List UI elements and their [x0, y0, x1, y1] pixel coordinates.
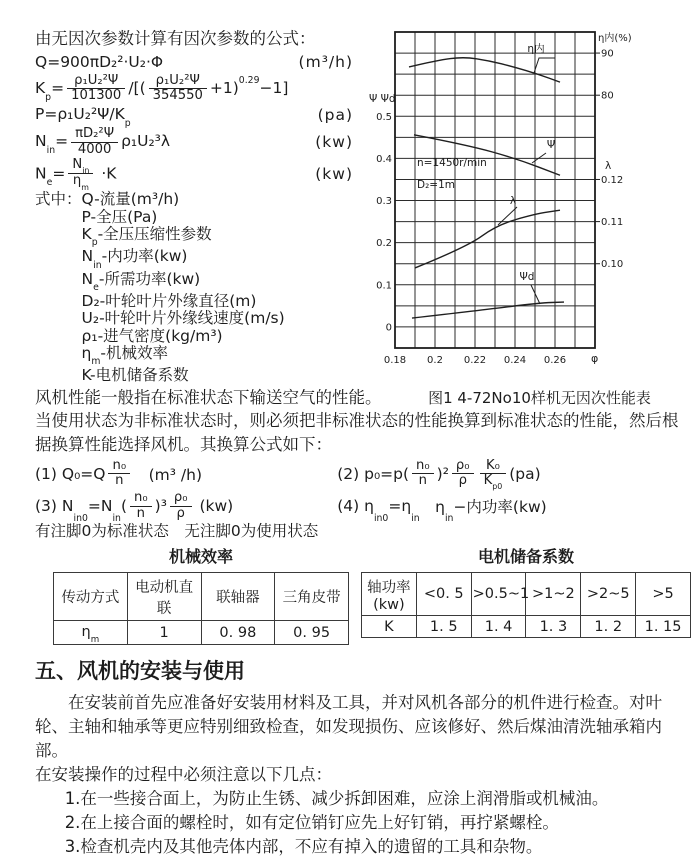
- left-axis-label: Ψ Ψd: [369, 93, 396, 105]
- table: [53, 572, 349, 645]
- formula-unit: (kw): [315, 133, 353, 152]
- table-header-cell: >2~5: [581, 573, 636, 616]
- table-cell: 1. 3: [526, 616, 581, 638]
- definition-item: $N_e-$所需功率(kw): [81, 269, 201, 294]
- eta-axis-label: η内(%): [598, 33, 632, 44]
- series-label: η内: [527, 43, 545, 55]
- formula-list: [35, 51, 383, 192]
- table-header-cell: <0. 5: [416, 573, 471, 616]
- fraction: $\frac{N_{in}}{\eta_m}$: [68, 158, 93, 190]
- section-paragraph: 在安装前首先应准备好安装用材料及工具，并对风机各部分的机件进行检查。对叶轮、主轴和轴承等更应特别细致检查，如发现损伤、应该修好、然后煤油清洗轴承箱内部。: [35, 693, 662, 761]
- table-title: 电机储备系数: [477, 547, 574, 567]
- table-cell: 1. 2: [581, 616, 636, 638]
- figure-caption: 图1 4-72No10样机无因次性能表: [428, 388, 651, 407]
- table-motor-reserve-coefficient: [361, 547, 691, 645]
- fraction: $\frac{\text{πD₂²Ψ}}{4000}$: [71, 127, 118, 156]
- left-tick-label: 0.1: [376, 280, 392, 292]
- list-item: 3.检查机壳内及其他壳体内部，不应有掉入的遗留的工具和杂物。: [64, 837, 543, 857]
- series-label: Ψd: [519, 271, 535, 283]
- list-item: 1.在一些接合面上，为防止生锈、减少拆卸困难，应涂上润滑脂或机械油。: [64, 789, 609, 809]
- performance-chart: [367, 25, 692, 377]
- definition-item: K-电机储备系数: [81, 366, 189, 385]
- x-axis-label: φ: [591, 352, 599, 365]
- series-label: λ: [509, 195, 517, 207]
- formula-intro: 由无因次参数计算有因次参数的公式：: [35, 29, 316, 48]
- fraction: $\frac{\text{K₀}}{K_{p0}}$: [480, 459, 507, 490]
- left-tick-label: 0.5: [376, 111, 392, 123]
- paragraph-performance: 风机性能一般指在标准状态下输送空气的性能。: [35, 387, 382, 407]
- table-mechanical-efficiency: [53, 547, 349, 645]
- series-leader: [534, 58, 555, 73]
- definition-item: ρ₁-进气密度(kg/m³): [81, 326, 223, 345]
- formula-line: Q=900πD₂²·U₂·Φ (m³/h): [35, 51, 367, 73]
- paragraph-conversion: 当使用状态为非标准状态时，则必须把非标准状态的性能换算到标准状态的性能，然后根据换算性能选择风机。其换算公式如下：: [35, 410, 679, 454]
- table-row: [54, 621, 349, 645]
- formula-unit: (pa): [317, 106, 353, 125]
- table-header-cell: >1~2: [526, 573, 581, 616]
- definition-list: [82, 191, 285, 384]
- conversion-formula: (2) p₀=p( $\frac{\text{n₀}}{n}$ )² $\frac{\text{ρ₀}}{\rho}$ $\frac{\text{K₀}}{K_{p0}}$ (pa): [337, 457, 541, 492]
- table-cell: 1: [127, 621, 201, 645]
- series-label: Ψ: [546, 139, 556, 151]
- series-curve: [414, 135, 560, 175]
- fraction: $\frac{\text{n₀}}{n}$: [108, 459, 130, 488]
- definitions-label: 式中：: [35, 190, 82, 209]
- list-item: 2.在上接合面的螺栓时，如有定位销钉应先上好钉销，再拧紧螺栓。: [64, 813, 559, 833]
- definition-item: $K_p-$全压压缩性参数: [81, 224, 212, 249]
- chart-annotation: D₂=1m: [417, 179, 456, 191]
- table-header-cell: 三角皮带: [275, 573, 349, 621]
- x-tick-label: 0.22: [463, 355, 487, 366]
- conversion-formula: (4) η in0 =η in η in −内功率(kw): [337, 497, 547, 525]
- left-tick-label: 0.2: [376, 238, 392, 250]
- table-title: 机械效率: [168, 547, 233, 567]
- formula-line: $K_p=$ $\frac{\text{ρ₁U₂²Ψ}}{101300}$ /[( $\frac{\text{ρ₁U₂²Ψ}}{354550}$ +1)$^{0.29}$−1]: [35, 73, 289, 104]
- table-header-row: [362, 573, 691, 616]
- table-cell: $\eta_m$: [54, 621, 128, 645]
- caption-row: [35, 387, 692, 409]
- left-tick-label: 0: [385, 322, 392, 334]
- definition-item: D₂-叶轮叶片外缘直径(m): [81, 292, 257, 311]
- fraction: $\frac{\text{n₀}}{n}$: [130, 491, 152, 520]
- table-cell: 1. 15: [636, 616, 691, 638]
- conversion-formula: (3) N in0 =N in ( $\frac{\text{n₀}}{n}$ )³ $\frac{\text{ρ₀}}{\rho}$ (kw): [35, 490, 234, 525]
- table-cell: 1. 5: [416, 616, 471, 638]
- eta-tick-label: 80: [601, 90, 614, 102]
- chart-area: [367, 25, 692, 381]
- x-tick-label: 0.26: [543, 355, 567, 366]
- fraction: $\frac{\text{ρ₁U₂²Ψ}}{354550}$: [149, 74, 207, 103]
- table-header-cell: >5: [636, 573, 691, 616]
- left-tick-label: 0.4: [376, 153, 392, 165]
- fraction: $\frac{\text{ρ₀}}{\rho}$: [452, 459, 474, 488]
- table-header-cell: 电动机直联: [127, 573, 201, 621]
- lambda-tick-label: 0.11: [601, 217, 624, 229]
- fraction: $\frac{\text{n₀}}{n}$: [412, 459, 434, 488]
- table-header-cell: 联轴器: [201, 573, 275, 621]
- table-cell: 0. 95: [275, 621, 349, 645]
- eta-tick-label: 90: [601, 48, 614, 60]
- definition-item: $N_{in}-$内功率(kw): [81, 247, 188, 271]
- lambda-axis-label: λ: [605, 160, 612, 172]
- lambda-tick-label: 0.12: [601, 174, 624, 186]
- definition-item: $\eta_m-$机械效率: [81, 343, 168, 368]
- x-tick-label: 0.18: [383, 355, 407, 366]
- conversion-formula: (1) Q₀=Q $\frac{\text{n₀}}{n}$ (m³ /h): [35, 458, 202, 489]
- conversion-formulas: [35, 457, 692, 525]
- series-curve: [415, 210, 560, 268]
- table: [361, 572, 691, 638]
- definition-item: U₂-叶轮叶片外缘线速度(m/s): [81, 309, 285, 328]
- table-header-cell: 轴功率(kw): [362, 573, 417, 616]
- section-note: 在安装操作的过程中必须注意以下几点：: [35, 765, 332, 785]
- x-tick-label: 0.24: [503, 355, 527, 366]
- formula-line: $N_{in}=$ $\frac{\text{πD₂²Ψ}}{4000}$ ρ₁U₂³λ (kw): [35, 127, 367, 156]
- fraction: $\frac{\text{ρ₁U₂²Ψ}}{101300}$: [67, 74, 125, 103]
- section-heading: 五、风机的安装与使用: [35, 659, 245, 684]
- footnote: 有注脚0为标准状态 无注脚0为使用状态: [35, 522, 319, 541]
- x-tick-label: 0.2: [427, 355, 443, 366]
- table-row: [362, 616, 691, 638]
- table-header-cell: 传动方式: [54, 573, 128, 621]
- table-cell: 1. 4: [471, 616, 526, 638]
- definitions: [35, 191, 367, 384]
- left-tick-label: 0.3: [376, 196, 392, 208]
- chart-annotation: n=1450r/min: [417, 157, 487, 169]
- formula-line: $P=\rho_1U_2^2\Psi/K_p$ (pa): [35, 104, 367, 126]
- formula-unit: (m³/h): [298, 53, 353, 71]
- table-header-cell: >0.5~1: [471, 573, 526, 616]
- table-header-row: [54, 573, 349, 621]
- definition-item: Q-流量(m³/h): [81, 190, 180, 209]
- definition-item: P-全压(Pa): [81, 207, 158, 226]
- fraction: $\frac{\text{ρ₀}}{\rho}$: [170, 491, 192, 520]
- table-cell: 0. 98: [201, 621, 275, 645]
- formula-line: $N_e=$ $\frac{N_{in}}{\eta_m}$ ·K (kw): [35, 158, 367, 190]
- formula-unit: (kw): [315, 164, 353, 183]
- table-cell: K: [362, 616, 417, 638]
- tables-row: [53, 547, 692, 645]
- lambda-tick-label: 0.10: [601, 259, 624, 271]
- section-item-list: [35, 787, 692, 859]
